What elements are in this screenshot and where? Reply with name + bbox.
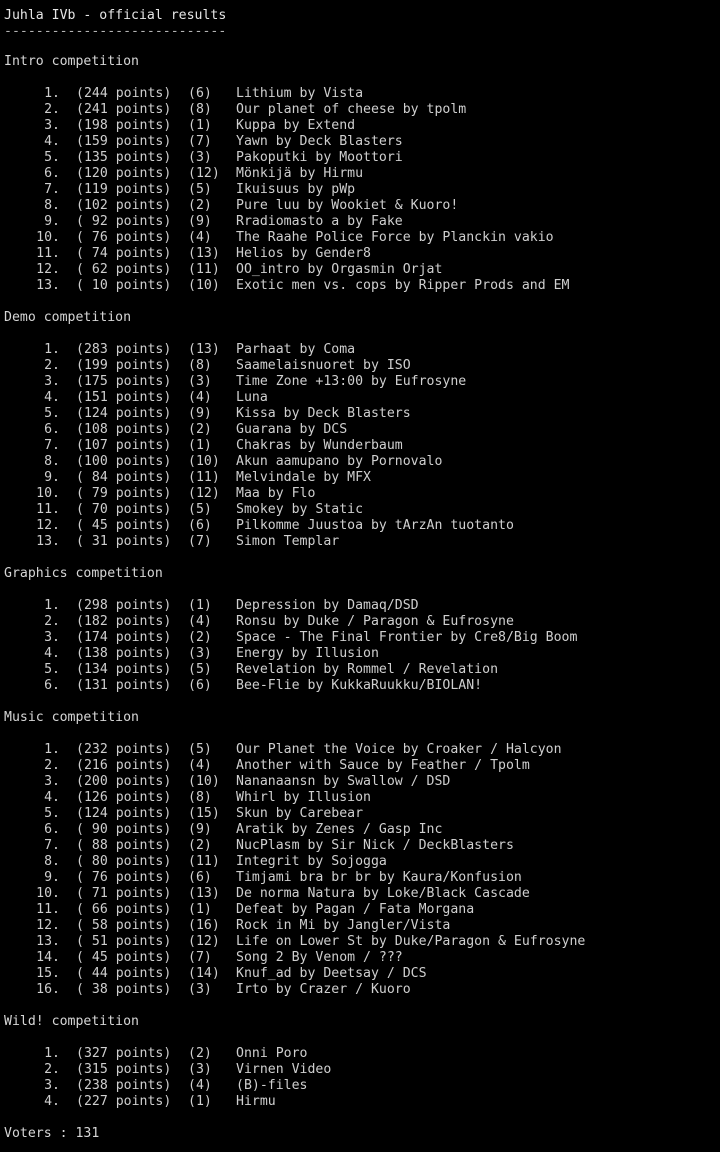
result-entry-number: (5): [188, 662, 212, 677]
result-points: (198 points): [76, 118, 172, 133]
result-row: [0, 1062, 720, 1078]
result-entry-number: (12): [188, 934, 220, 949]
result-rank: 5.: [44, 662, 60, 677]
result-entry-title: Song 2 By Venom / ???: [236, 950, 403, 965]
result-entry-number: (2): [188, 1046, 212, 1061]
result-entry-number: (11): [188, 470, 220, 485]
result-entry-number: (2): [188, 422, 212, 437]
result-points: ( 76 points): [76, 230, 172, 245]
result-points: (107 points): [76, 438, 172, 453]
section-title: Intro competition: [4, 54, 139, 69]
result-entry-number: (5): [188, 182, 212, 197]
result-points: ( 90 points): [76, 822, 172, 837]
result-entry-number: (5): [188, 742, 212, 757]
result-entry-title: Our Planet the Voice by Croaker / Halcyon: [236, 742, 562, 757]
result-entry-title: Akun aamupano by Pornovalo: [236, 454, 443, 469]
result-entry-number: (4): [188, 758, 212, 773]
result-rank: 12.: [36, 262, 60, 277]
result-points: (232 points): [76, 742, 172, 757]
result-row: [0, 742, 720, 758]
result-rank: 6.: [44, 678, 60, 693]
result-row: [0, 630, 720, 646]
competition-section: [0, 1014, 720, 1110]
result-points: (100 points): [76, 454, 172, 469]
voters-count: Voters : 131: [4, 1126, 100, 1141]
result-row: [0, 1094, 720, 1110]
result-points: (200 points): [76, 774, 172, 789]
result-entry-title: Guarana by DCS: [236, 422, 348, 437]
result-points: ( 70 points): [76, 502, 172, 517]
result-entry-number: (6): [188, 86, 212, 101]
result-points: (175 points): [76, 374, 172, 389]
result-points: (174 points): [76, 630, 172, 645]
result-entry-title: Another with Sauce by Feather / Tpolm: [236, 758, 530, 773]
result-entry-number: (6): [188, 678, 212, 693]
result-rank: 10.: [36, 230, 60, 245]
result-rank: 1.: [44, 86, 60, 101]
result-rank: 14.: [36, 950, 60, 965]
result-rank: 3.: [44, 118, 60, 133]
result-entry-title: Simon Templar: [236, 534, 340, 549]
result-row: [0, 966, 720, 982]
result-entry-number: (14): [188, 966, 220, 981]
results-list: [0, 86, 720, 294]
result-entry-number: (3): [188, 646, 212, 661]
competition-section: [0, 566, 720, 694]
result-points: (327 points): [76, 1046, 172, 1061]
result-row: [0, 262, 720, 278]
result-rank: 7.: [44, 182, 60, 197]
result-entry-title: Defeat by Pagan / Fata Morgana: [236, 902, 475, 917]
result-points: (124 points): [76, 806, 172, 821]
result-entry-title: De norma Natura by Loke/Black Cascade: [236, 886, 530, 901]
result-points: (244 points): [76, 86, 172, 101]
result-points: ( 79 points): [76, 486, 172, 501]
result-rank: 8.: [44, 454, 60, 469]
result-row: [0, 134, 720, 150]
result-rank: 12.: [36, 518, 60, 533]
result-points: (124 points): [76, 406, 172, 421]
result-row: [0, 518, 720, 534]
result-row: [0, 166, 720, 182]
result-rank: 12.: [36, 918, 60, 933]
result-row: [0, 662, 720, 678]
result-rank: 2.: [44, 614, 60, 629]
result-rank: 6.: [44, 166, 60, 181]
result-entry-number: (13): [188, 342, 220, 357]
result-entry-title: Hirmu: [236, 1094, 276, 1109]
result-entry-number: (2): [188, 838, 212, 853]
result-row: [0, 678, 720, 694]
result-entry-title: (B)-files: [236, 1078, 308, 1093]
result-entry-number: (10): [188, 774, 220, 789]
result-entry-title: Pure luu by Wookiet & Kuoro!: [236, 198, 459, 213]
result-entry-number: (11): [188, 262, 220, 277]
result-points: ( 38 points): [76, 982, 172, 997]
result-entry-title: Depression by Damaq/DSD: [236, 598, 419, 613]
result-rank: 4.: [44, 390, 60, 405]
result-entry-title: Helios by Gender8: [236, 246, 371, 261]
result-entry-title: Saamelaisnuoret by ISO: [236, 358, 411, 373]
result-entry-title: Energy by Illusion: [236, 646, 379, 661]
result-entry-title: Skun by Carebear: [236, 806, 364, 821]
result-row: [0, 374, 720, 390]
result-rank: 2.: [44, 1062, 60, 1077]
section-title: Wild! competition: [4, 1014, 139, 1029]
result-points: ( 62 points): [76, 262, 172, 277]
result-rank: 4.: [44, 134, 60, 149]
result-row: [0, 182, 720, 198]
result-entry-title: Integrit by Sojogga: [236, 854, 387, 869]
section-title: Music competition: [4, 710, 139, 725]
result-points: (151 points): [76, 390, 172, 405]
result-entry-title: Space - The Final Frontier by Cre8/Big Boom: [236, 630, 578, 645]
results-list: [0, 598, 720, 694]
result-points: (315 points): [76, 1062, 172, 1077]
result-rank: 10.: [36, 886, 60, 901]
result-points: (138 points): [76, 646, 172, 661]
result-points: ( 84 points): [76, 470, 172, 485]
result-entry-title: Irto by Crazer / Kuoro: [236, 982, 411, 997]
result-row: [0, 342, 720, 358]
result-entry-title: Parhaat by Coma: [236, 342, 356, 357]
result-entry-number: (1): [188, 118, 212, 133]
result-entry-title: The Raahe Police Force by Planckin vakio: [236, 230, 554, 245]
result-row: [0, 358, 720, 374]
result-entry-title: Pakoputki by Moottori: [236, 150, 403, 165]
result-points: (159 points): [76, 134, 172, 149]
result-rank: 5.: [44, 406, 60, 421]
results-list: [0, 342, 720, 550]
result-entry-title: Exotic men vs. cops by Ripper Prods and EM: [236, 278, 570, 293]
competition-section: [0, 54, 720, 294]
result-rank: 15.: [36, 966, 60, 981]
result-entry-number: (3): [188, 374, 212, 389]
result-rank: 13.: [36, 534, 60, 549]
result-entry-number: (9): [188, 214, 212, 229]
result-points: ( 74 points): [76, 246, 172, 261]
result-entry-number: (1): [188, 598, 212, 613]
result-rank: 4.: [44, 790, 60, 805]
result-entry-title: Onni Poro: [236, 1046, 308, 1061]
result-entry-title: Virnen Video: [236, 1062, 332, 1077]
result-entry-title: Chakras by Wunderbaum: [236, 438, 403, 453]
result-entry-number: (13): [188, 246, 220, 261]
result-row: [0, 790, 720, 806]
result-points: (298 points): [76, 598, 172, 613]
result-entry-number: (8): [188, 790, 212, 805]
result-row: [0, 934, 720, 950]
result-rank: 3.: [44, 1078, 60, 1093]
result-entry-title: Pilkomme Juustoa by tArzAn tuotanto: [236, 518, 514, 533]
result-row: [0, 486, 720, 502]
result-entry-title: Bee-Flie by KukkaRuukku/BIOLAN!: [236, 678, 483, 693]
result-rank: 9.: [44, 470, 60, 485]
result-entry-number: (6): [188, 870, 212, 885]
result-row: [0, 950, 720, 966]
result-row: [0, 118, 720, 134]
result-row: [0, 150, 720, 166]
result-points: ( 45 points): [76, 518, 172, 533]
result-row: [0, 438, 720, 454]
result-row: [0, 246, 720, 262]
result-row: [0, 918, 720, 934]
result-entry-number: (10): [188, 454, 220, 469]
result-points: ( 80 points): [76, 854, 172, 869]
result-points: (120 points): [76, 166, 172, 181]
result-row: [0, 406, 720, 422]
result-rank: 2.: [44, 102, 60, 117]
result-row: [0, 806, 720, 822]
result-points: ( 45 points): [76, 950, 172, 965]
result-entry-title: Ikuisuus by pWp: [236, 182, 356, 197]
result-points: ( 76 points): [76, 870, 172, 885]
result-entry-number: (16): [188, 918, 220, 933]
result-points: (119 points): [76, 182, 172, 197]
result-entry-title: OO_intro by Orgasmin Orjat: [236, 262, 443, 277]
result-points: (283 points): [76, 342, 172, 357]
result-rank: 13.: [36, 934, 60, 949]
page-title: Juhla IVb - official results: [4, 8, 227, 23]
result-rank: 3.: [44, 374, 60, 389]
result-rank: 1.: [44, 598, 60, 613]
result-row: [0, 870, 720, 886]
result-rank: 16.: [36, 982, 60, 997]
result-entry-title: Our planet of cheese by tpolm: [236, 102, 467, 117]
result-entry-title: Timjami bra br br by Kaura/Konfusion: [236, 870, 522, 885]
result-entry-number: (3): [188, 1062, 212, 1077]
result-points: (199 points): [76, 358, 172, 373]
document-header: [0, 8, 720, 40]
result-row: [0, 214, 720, 230]
result-row: [0, 1078, 720, 1094]
result-entry-title: NucPlasm by Sir Nick / DeckBlasters: [236, 838, 514, 853]
result-entry-number: (6): [188, 518, 212, 533]
result-entry-title: Luna: [236, 390, 268, 405]
result-row: [0, 230, 720, 246]
result-row: [0, 854, 720, 870]
result-row: [0, 758, 720, 774]
result-entry-number: (12): [188, 166, 220, 181]
result-entry-title: Lithium by Vista: [236, 86, 364, 101]
results-list: [0, 1046, 720, 1110]
result-entry-number: (2): [188, 198, 212, 213]
result-entry-number: (3): [188, 150, 212, 165]
result-rank: 6.: [44, 822, 60, 837]
result-rank: 9.: [44, 214, 60, 229]
result-entry-number: (13): [188, 886, 220, 901]
result-points: (216 points): [76, 758, 172, 773]
result-entry-number: (9): [188, 822, 212, 837]
result-points: (241 points): [76, 102, 172, 117]
result-entry-number: (3): [188, 982, 212, 997]
result-entry-number: (2): [188, 630, 212, 645]
result-row: [0, 838, 720, 854]
result-row: [0, 502, 720, 518]
result-points: ( 66 points): [76, 902, 172, 917]
result-row: [0, 822, 720, 838]
result-row: [0, 534, 720, 550]
result-entry-number: (7): [188, 950, 212, 965]
result-rank: 8.: [44, 854, 60, 869]
result-entry-number: (4): [188, 230, 212, 245]
result-points: (126 points): [76, 790, 172, 805]
result-entry-title: Time Zone +13:00 by Eufrosyne: [236, 374, 467, 389]
result-rank: 3.: [44, 774, 60, 789]
result-entry-number: (9): [188, 406, 212, 421]
result-points: ( 71 points): [76, 886, 172, 901]
title-underline: ----------------------------: [4, 24, 227, 39]
result-rank: 11.: [36, 502, 60, 517]
result-entry-title: Rock in Mi by Jangler/Vista: [236, 918, 451, 933]
result-rank: 4.: [44, 1094, 60, 1109]
result-entry-title: Revelation by Rommel / Revelation: [236, 662, 499, 677]
result-points: ( 10 points): [76, 278, 172, 293]
result-rank: 9.: [44, 870, 60, 885]
result-points: ( 31 points): [76, 534, 172, 549]
result-rank: 8.: [44, 198, 60, 213]
result-entry-number: (5): [188, 502, 212, 517]
result-rank: 2.: [44, 358, 60, 373]
result-entry-title: Whirl by Illusion: [236, 790, 371, 805]
result-row: [0, 614, 720, 630]
result-row: [0, 422, 720, 438]
result-row: [0, 646, 720, 662]
result-points: (135 points): [76, 150, 172, 165]
result-row: [0, 102, 720, 118]
result-entry-number: (8): [188, 358, 212, 373]
competition-section: [0, 710, 720, 998]
result-rank: 11.: [36, 902, 60, 917]
result-rank: 3.: [44, 630, 60, 645]
result-points: (238 points): [76, 1078, 172, 1093]
result-entry-title: Smokey by Static: [236, 502, 364, 517]
result-rank: 1.: [44, 742, 60, 757]
result-row: [0, 1046, 720, 1062]
result-entry-title: Kuppa by Extend: [236, 118, 356, 133]
section-title: Graphics competition: [4, 566, 163, 581]
result-points: ( 51 points): [76, 934, 172, 949]
result-points: (108 points): [76, 422, 172, 437]
result-rank: 2.: [44, 758, 60, 773]
result-entry-title: Mönkijä by Hirmu: [236, 166, 364, 181]
result-entry-number: (4): [188, 1078, 212, 1093]
result-entry-title: Life on Lower St by Duke/Paragon & Eufrosyne: [236, 934, 586, 949]
result-entry-number: (7): [188, 534, 212, 549]
result-entry-number: (1): [188, 1094, 212, 1109]
result-row: [0, 774, 720, 790]
result-rank: 7.: [44, 838, 60, 853]
results-list: [0, 742, 720, 998]
result-rank: 7.: [44, 438, 60, 453]
result-points: (182 points): [76, 614, 172, 629]
result-rank: 10.: [36, 486, 60, 501]
result-entry-title: Nananaansn by Swallow / DSD: [236, 774, 451, 789]
sections-container: [0, 54, 720, 1110]
result-entry-number: (1): [188, 438, 212, 453]
result-rank: 1.: [44, 1046, 60, 1061]
result-entry-title: Ronsu by Duke / Paragon & Eufrosyne: [236, 614, 514, 629]
result-row: [0, 86, 720, 102]
result-rank: 1.: [44, 342, 60, 357]
result-rank: 13.: [36, 278, 60, 293]
competition-section: [0, 310, 720, 550]
result-row: [0, 982, 720, 998]
result-points: (227 points): [76, 1094, 172, 1109]
result-points: (102 points): [76, 198, 172, 213]
result-entry-title: Knuf_ad by Deetsay / DCS: [236, 966, 427, 981]
result-entry-number: (4): [188, 614, 212, 629]
result-points: ( 58 points): [76, 918, 172, 933]
result-rank: 11.: [36, 246, 60, 261]
result-entry-number: (15): [188, 806, 220, 821]
section-title: Demo competition: [4, 310, 132, 325]
result-entry-number: (7): [188, 134, 212, 149]
result-rank: 5.: [44, 806, 60, 821]
result-entry-number: (12): [188, 486, 220, 501]
result-entry-title: Maa by Flo: [236, 486, 316, 501]
result-entry-number: (10): [188, 278, 220, 293]
result-rank: 4.: [44, 646, 60, 661]
result-points: (134 points): [76, 662, 172, 677]
result-entry-number: (1): [188, 902, 212, 917]
result-entry-title: Kissa by Deck Blasters: [236, 406, 411, 421]
result-row: [0, 278, 720, 294]
result-row: [0, 902, 720, 918]
result-rank: 6.: [44, 422, 60, 437]
result-row: [0, 198, 720, 214]
result-points: ( 88 points): [76, 838, 172, 853]
result-entry-title: Melvindale by MFX: [236, 470, 371, 485]
result-entry-number: (4): [188, 390, 212, 405]
result-entry-title: Yawn by Deck Blasters: [236, 134, 403, 149]
result-entry-title: Rradiomasto a by Fake: [236, 214, 403, 229]
result-row: [0, 470, 720, 486]
result-entry-number: (11): [188, 854, 220, 869]
result-entry-title: Aratik by Zenes / Gasp Inc: [236, 822, 443, 837]
result-row: [0, 454, 720, 470]
result-row: [0, 598, 720, 614]
result-entry-number: (8): [188, 102, 212, 117]
result-rank: 5.: [44, 150, 60, 165]
result-points: ( 92 points): [76, 214, 172, 229]
result-points: (131 points): [76, 678, 172, 693]
result-row: [0, 390, 720, 406]
result-row: [0, 886, 720, 902]
result-points: ( 44 points): [76, 966, 172, 981]
